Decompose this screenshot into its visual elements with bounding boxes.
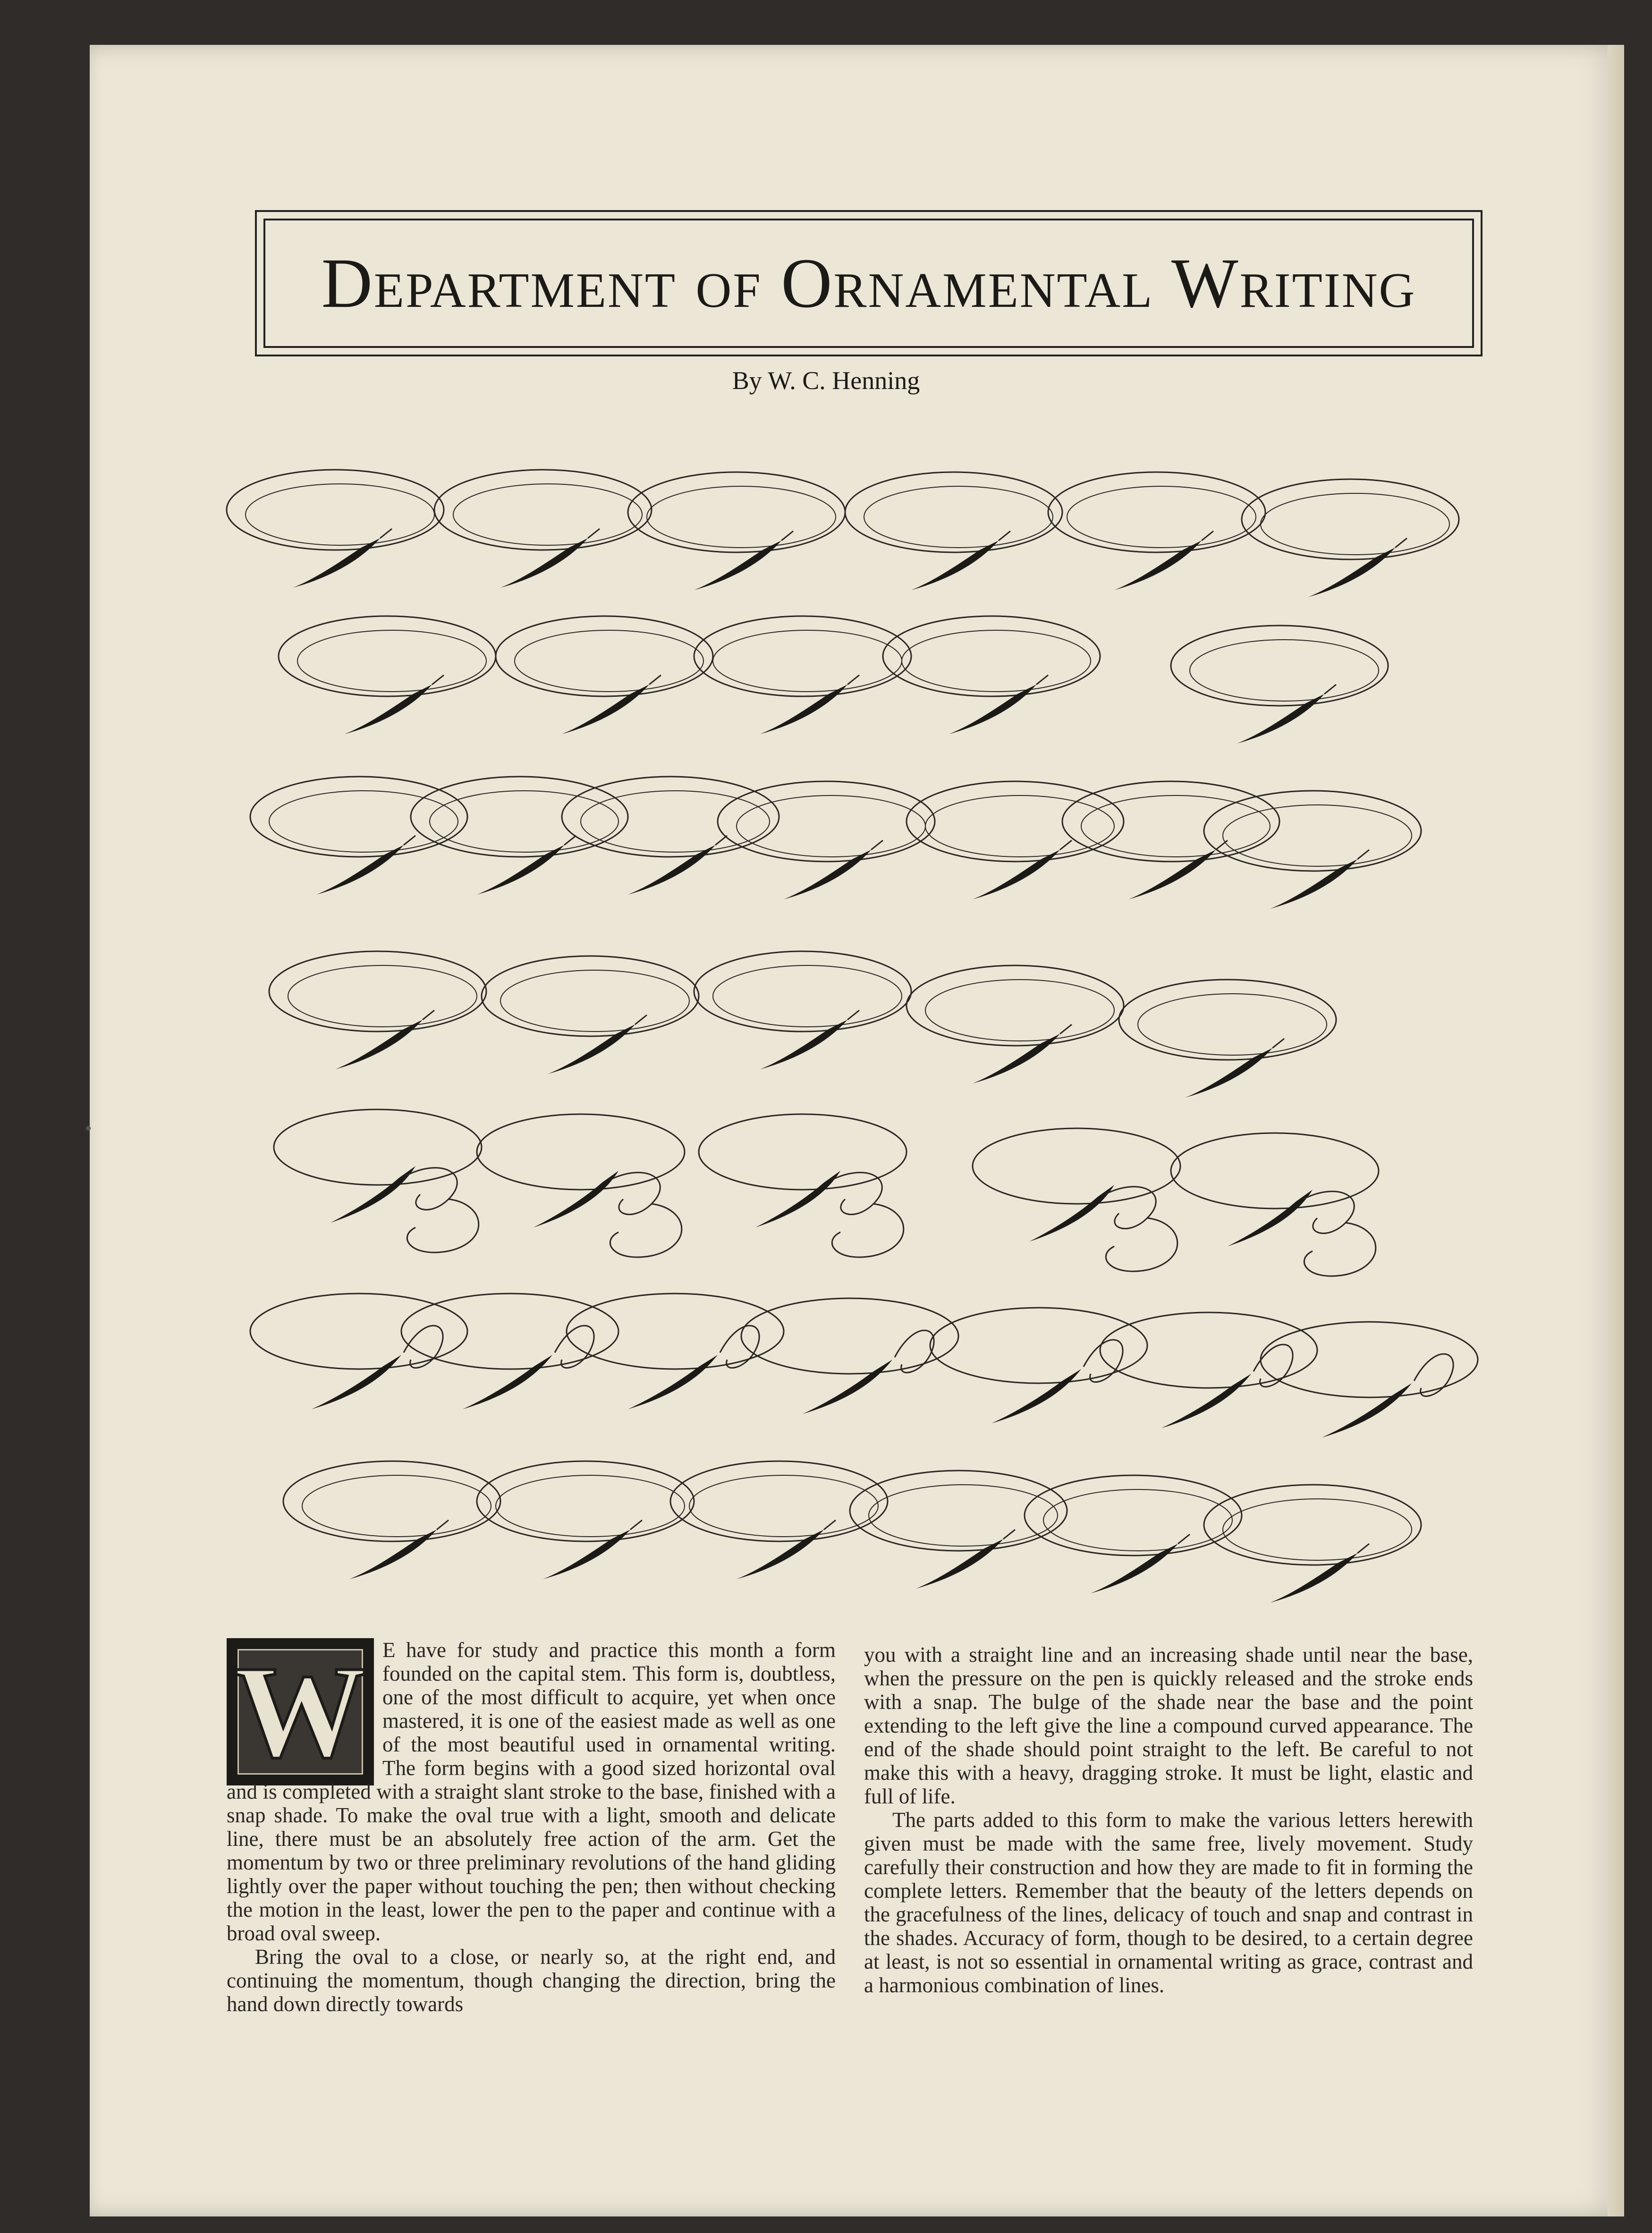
dropcap-letter: W xyxy=(234,1638,366,1785)
column-right-paragraph-2: The parts added to this form to make the various letters herewith given must be made with the same free, lively movement. Study carefully their construction and how they are made to fit in forming the complete letters. Remember that the beauty of the letters depends on the gracefulness of the lines, delicacy of touch and snap and contrast in the shades. Accuracy of form, though to be desired, to a certain degree at least, is not so essential in ornamental writing as grace, contrast and a harmonious combination of lines. xyxy=(864,1808,1473,1997)
byline: By W. C. Henning xyxy=(732,366,920,395)
article-column-right xyxy=(864,1643,1473,1997)
col1-first-text: E have for study and practice this month a form founded on the capital stem. This form is, doubtless, one of the most difficult to acquire, yet when once mastered, it is one of the easiest made as well as one of the most beautiful used in ornamental writing. The form begins with a good sized horizontal oval and is completed with a straight slant stroke to the base, finished with a snap shade. To make the oval true with a light, smooth and delicate line, there must be an absolutely free action of the arm. Get the momentum by two or three preliminary revolutions of the hand gliding lightly over the paper without touching the pen; then without checking the motion in the least, lower the pen to the paper and continue with a broad oval sweep. xyxy=(227,1638,836,1945)
column-left-paragraph-1 xyxy=(227,1638,836,1945)
margin-mark xyxy=(86,1126,91,1131)
page-title: Department of Ornamental Writing xyxy=(321,244,1416,322)
article-column-left xyxy=(227,1638,836,2016)
column-right-paragraph-1: you with a straight line and an increasing shade until near the base, when the pressure on the pen is quickly released and the stroke ends with a snap. The bulge of the shade near the base and the point extending to the left give the line a compound curved appearance. The end of the shade should point straight to the left. Be careful to not make this with a heavy, dragging stroke. It must be light, elastic and full of life. xyxy=(864,1643,1473,1808)
column-left-paragraph-2: Bring the oval to a close, or nearly so, at the right end, and continuing the momentum, though changing the direction, bring the hand down directly towards xyxy=(227,1945,836,2016)
